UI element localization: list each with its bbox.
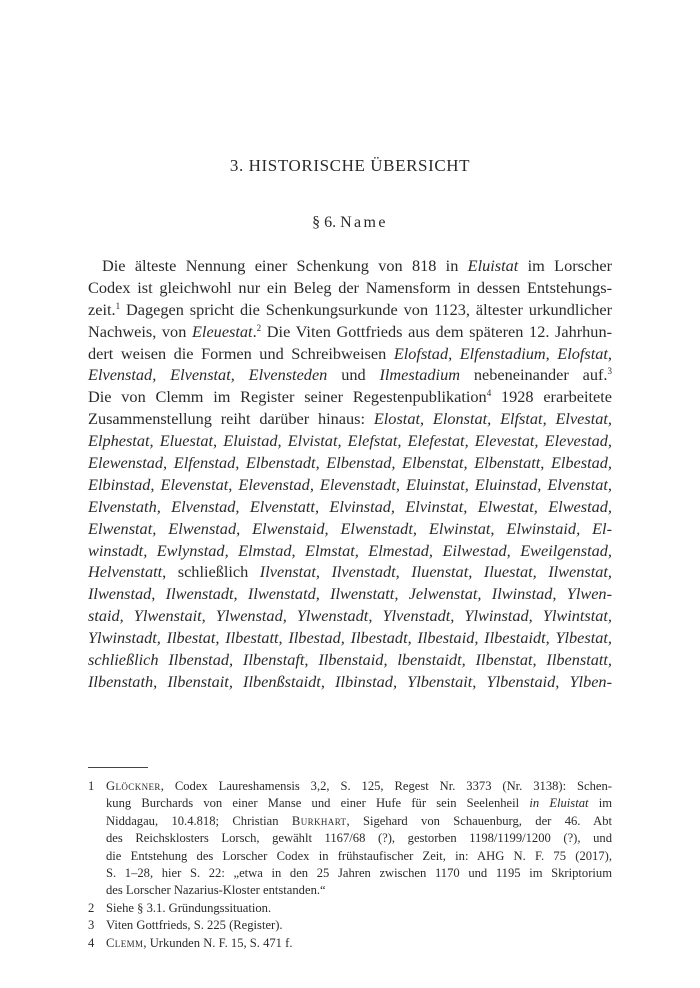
- footnote-number: 4: [88, 935, 95, 950]
- text-segment: Die von Clemm im Register seiner Regestenpublikation: [88, 387, 487, 407]
- footnote-line: [106, 813, 612, 830]
- footnote-ref: 1: [115, 300, 121, 311]
- italic-text: Elbinstad, Elevenstat, Elevenstad, Elevenstadt, Eluinstat, Eluinstad, Elvenstat,: [88, 474, 612, 494]
- footnote: [88, 917, 612, 934]
- italic-text: Elofstad, Elfenstadium, Elofstat,: [393, 343, 612, 363]
- footnote-number: 2: [88, 900, 95, 915]
- italic-text: Elwenstat, Elwenstad, Elwenstaid, Elwenstadt, Elwinstat, Elwinstaid, El-: [88, 518, 612, 538]
- body-line: [88, 321, 612, 343]
- text-segment: des Reichsklosters Lorsch, gewählt 1167/68 (?), gestorben 1198/1199/1200 (?), und: [106, 831, 612, 846]
- text-segment: , Codex Laureshamensis 3,2, S. 125, Regest Nr. 3373 (Nr. 3138): Schen-: [160, 779, 612, 793]
- text-segment: im: [588, 796, 612, 811]
- footnote-line: [106, 900, 612, 917]
- author-name: Clemm: [106, 935, 144, 950]
- text-segment: .: [252, 321, 257, 341]
- body-line: [88, 583, 612, 605]
- italic-text: Ilmestadium: [379, 365, 460, 385]
- text-segment: Dagegen spricht die Schenkungsurkunde von 1123, ältester urkundlicher: [120, 299, 612, 319]
- text-segment: Die älteste Nennung einer Schenkung von 818 in: [102, 256, 468, 275]
- section-name: Name: [340, 214, 388, 231]
- footnote-ref: 2: [256, 322, 262, 333]
- text-segment: , schließlich: [162, 562, 260, 582]
- text-segment: zeit.: [88, 299, 116, 319]
- text-segment: Zusammenstellung reiht darüber hinaus:: [88, 409, 374, 429]
- chapter-title: 3. HISTORISCHE ÜBERSICHT: [229, 156, 471, 175]
- body-line: [88, 364, 612, 386]
- italic-text: Eleuestat: [191, 321, 253, 341]
- footnote-number: 3: [88, 918, 95, 933]
- body-line: [88, 605, 612, 627]
- text-segment: Die Viten Gottfrieds aus dem späteren 12. Jahrhun-: [261, 321, 613, 341]
- italic-text: Elewenstad, Elfenstad, Elbenstadt, Elbenstad, Elbenstat, Elbenstatt, Elbestad,: [88, 453, 612, 473]
- author-name: Burkhart: [291, 813, 347, 828]
- italic-text: winstadt, Ewlynstad, Elmstad, Elmstat, Elmestad, Eilwestad, Eweilgenstad,: [88, 540, 612, 560]
- footnote: [88, 900, 612, 917]
- body-line: [88, 496, 612, 518]
- footnote-rule: [88, 767, 148, 768]
- text-segment: die Entstehung des Lorscher Codex in frühstaufischer Zeit, in: AHG N. F. 75 (2017),: [106, 848, 612, 863]
- italic-text: Ilwenstad, Ilwenstadt, Ilwenstatd, Ilwenstatt, Jelwenstat, Ilwinstad, Ylwen-: [88, 584, 612, 604]
- italic-text: schließlich Ilbenstad, Ilbenstaft, Ilbenstaid, lbenstaidt, Ilbenstat, Ilbenstatt,: [88, 650, 612, 670]
- body-line: [88, 561, 612, 583]
- section-symbol: § 6.: [312, 214, 337, 231]
- text-segment: nebeneinander auf.: [459, 365, 608, 385]
- text-segment: im Lorscher: [518, 256, 612, 275]
- body-line: [88, 540, 612, 562]
- italic-text: staid, Ylwenstait, Ylwenstad, Ylwenstadt, Ylvenstadt, Ylwinstad, Ylwintstat,: [88, 606, 612, 626]
- italic-text: in Eluistat: [529, 796, 589, 811]
- text-segment: Viten Gottfrieds, S. 225 (Register).: [106, 918, 283, 933]
- text-segment: Siehe § 3.1. Gründungssituation.: [106, 900, 272, 915]
- section-heading: [0, 214, 700, 232]
- body-text: [88, 255, 612, 693]
- footnote-line: [106, 795, 612, 812]
- body-line: [88, 386, 612, 408]
- body-line: [88, 518, 612, 540]
- author-name: Glöckner: [106, 779, 161, 793]
- footnote-line: [106, 882, 612, 899]
- italic-text: Eluistat: [467, 256, 519, 275]
- italic-text: Ylwinstadt, Ilbestat, Ilbestatt, Ilbestad, Ilbestadt, Ilbestaid, Ilbestaidt, Ylbestat,: [88, 628, 612, 648]
- footnotes: [88, 778, 612, 952]
- text-segment: Nachweis, von: [88, 321, 192, 341]
- body-line: [88, 430, 612, 452]
- footnote-line: [106, 830, 612, 847]
- text-segment: kung Burchards von einer Manse und einer Hufe für sein Seelenheil: [106, 796, 530, 811]
- footnote-ref: 4: [486, 388, 492, 399]
- italic-text: Helvenstatt: [88, 562, 163, 582]
- italic-text: Elphestat, Eluestat, Eluistad, Elvistat, Elefstat, Elefestat, Elevestat, Elevestad,: [88, 431, 612, 451]
- text-segment: S. 1–28, hier S. 22: „etwa in den 25 Jahren zwischen 1170 und 1195 im Skriptorium: [106, 866, 612, 881]
- footnote-line: [106, 865, 612, 882]
- body-line: [88, 627, 612, 649]
- footnote-line: [106, 848, 612, 865]
- body-line: [88, 649, 612, 671]
- text-segment: dert weisen die Formen und Schreibweisen: [88, 343, 394, 363]
- body-line: [88, 474, 612, 496]
- body-line: [88, 277, 612, 299]
- italic-text: Elvenstath, Elvenstad, Elvenstatt, Elvinstad, Elvinstat, Elwestat, Elwestad,: [88, 496, 612, 516]
- text-segment: und: [327, 365, 380, 385]
- italic-text: Ilbenstath, Ilbenstait, Ilbenßstaidt, Ilbinstad, Ylbenstait, Ylbenstaid, Ylben-: [88, 671, 612, 691]
- footnote-number: 1: [88, 779, 95, 793]
- footnote-line: [106, 778, 612, 795]
- footnote-ref: 3: [607, 366, 612, 377]
- italic-text: Elostat, Elonstat, Elfstat, Elvestat,: [373, 409, 613, 429]
- body-line: [88, 255, 612, 277]
- text-segment: , Sigehard von Schauenburg, der 46. Abt: [346, 813, 612, 828]
- footnote: [88, 935, 612, 952]
- body-line: [88, 408, 612, 430]
- italic-text: Ilvenstat, Ilvenstadt, Iluenstat, Iluestat, Ilwenstat,: [259, 562, 612, 582]
- footnote: [88, 778, 612, 900]
- body-line: [88, 343, 612, 365]
- footnote-line: [106, 935, 612, 952]
- italic-text: Elvenstad, Elvenstat, Elvensteden: [88, 365, 328, 385]
- text-segment: Niddagau, 10.4.818; Christian: [106, 813, 292, 828]
- text-segment: 1928 erarbeitete: [491, 387, 613, 407]
- text-segment: des Lorscher Nazarius-Kloster entstanden.“: [106, 883, 326, 898]
- text-segment: Codex ist gleichwohl nur ein Beleg der Namensform in dessen Entstehungs-: [88, 277, 612, 297]
- body-line: [88, 299, 612, 321]
- footnote-line: [106, 917, 612, 934]
- body-line: [88, 671, 612, 693]
- body-line: [88, 452, 612, 474]
- text-segment: , Urkunden N. F. 15, S. 471 f.: [143, 935, 293, 950]
